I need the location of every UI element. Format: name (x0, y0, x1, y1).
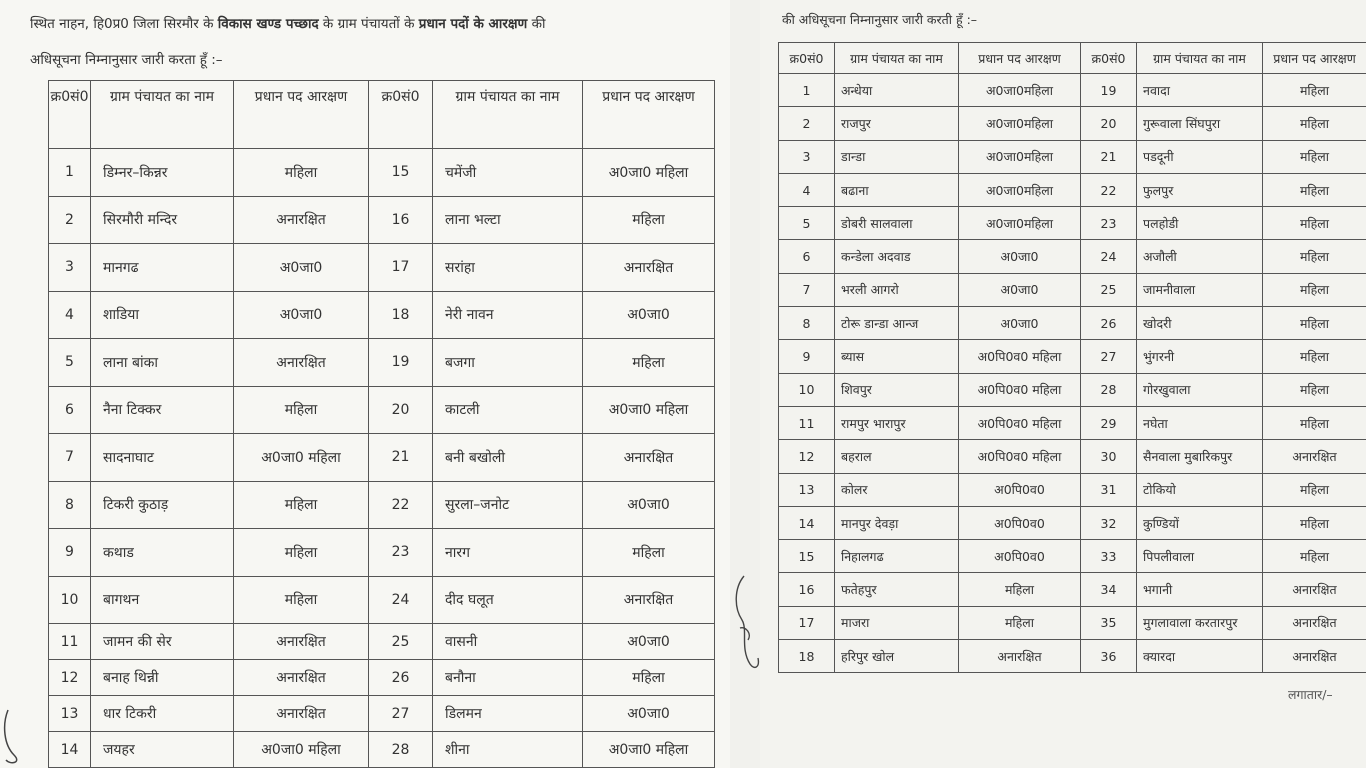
reservation-cell: अ0जा0 (583, 481, 715, 529)
table-row (779, 207, 1366, 240)
column-header: ग्राम पंचायत का नाम (433, 81, 583, 149)
panchayat-name-cell: राजपुर (835, 107, 959, 140)
panchayat-name-cell: टोरू डान्डा आन्ज (835, 307, 959, 340)
serial-cell: 10 (49, 576, 91, 624)
column-header: प्रधान पद आरक्षण (959, 43, 1081, 74)
table-row (49, 434, 715, 482)
panchayat-name-cell: मानपुर देवड़ा (835, 506, 959, 539)
table-row (49, 339, 715, 387)
serial-cell: 16 (779, 573, 835, 606)
panchayat-name-cell: बढाना (835, 173, 959, 206)
serial-cell: 6 (779, 240, 835, 273)
panchayat-name-cell: डिम्नर–किन्नर (91, 149, 234, 197)
panchayat-name-cell: टोकियो (1137, 473, 1263, 506)
panchayat-name-cell: मुगलावाला करतारपुर (1137, 606, 1263, 639)
serial-cell: 20 (369, 386, 433, 434)
table-row (49, 481, 715, 529)
serial-cell: 4 (779, 173, 835, 206)
serial-cell: 9 (49, 529, 91, 577)
reservation-cell: महिला (1263, 173, 1366, 206)
panchayat-name-cell: गोरखुवाला (1137, 373, 1263, 406)
panchayat-name-cell: टिकरी कुठाड़ (91, 481, 234, 529)
serial-cell: 26 (369, 660, 433, 696)
serial-cell: 25 (369, 624, 433, 660)
reservation-cell: अ0जा0 (234, 291, 369, 339)
serial-cell: 17 (369, 244, 433, 292)
serial-cell: 28 (369, 732, 433, 768)
continued-note: लगातार/– (1288, 687, 1333, 702)
panchayat-name-cell: क्यारदा (1137, 640, 1263, 673)
table-row (49, 660, 715, 696)
panchayat-name-cell: फुलपुर (1137, 173, 1263, 206)
table-row (779, 540, 1366, 573)
panchayat-name-cell: बनाह थिन्नी (91, 660, 234, 696)
serial-cell: 32 (1081, 506, 1137, 539)
serial-cell: 16 (369, 196, 433, 244)
column-header: प्रधान पद आरक्षण (583, 81, 715, 149)
reservation-cell: महिला (583, 660, 715, 696)
table-row (779, 506, 1366, 539)
column-header: प्रधान पद आरक्षण (1263, 43, 1366, 74)
serial-cell: 13 (49, 696, 91, 732)
reservation-cell: अनारक्षित (1263, 606, 1366, 639)
serial-cell: 10 (779, 373, 835, 406)
panchayat-name-cell: कन्डेला अदवाड (835, 240, 959, 273)
reservation-cell: अनारक्षित (1263, 440, 1366, 473)
table-row (779, 640, 1366, 673)
reservation-cell: अ0जा0महिला (959, 74, 1081, 107)
serial-cell: 20 (1081, 107, 1137, 140)
reservation-cell: महिला (234, 481, 369, 529)
table-row (779, 307, 1366, 340)
table-header-row (49, 81, 715, 149)
serial-cell: 4 (49, 291, 91, 339)
serial-cell: 30 (1081, 440, 1137, 473)
panchayat-name-cell: कोलर (835, 473, 959, 506)
column-header: क्र0सं0 (779, 43, 835, 74)
panchayat-name-cell: नैना टिक्कर (91, 386, 234, 434)
table-row (779, 573, 1366, 606)
column-header: क्र0सं0 (49, 81, 91, 149)
panchayat-name-cell: धार टिकरी (91, 696, 234, 732)
serial-cell: 31 (1081, 473, 1137, 506)
intro-text: स्थित नाहन, हि0प्र0 जिला सिरमौर के (30, 16, 218, 32)
intro-bold-post: प्रधान पदों के आरक्षण (418, 16, 528, 32)
reservation-cell: अनारक्षित (1263, 573, 1366, 606)
serial-cell: 7 (49, 434, 91, 482)
reservation-cell: महिला (1263, 506, 1366, 539)
column-header: ग्राम पंचायत का नाम (91, 81, 234, 149)
column-header: क्र0सं0 (369, 81, 433, 149)
table-row (49, 196, 715, 244)
reservation-cell: महिला (583, 339, 715, 387)
table-row (779, 74, 1366, 107)
serial-cell: 27 (1081, 340, 1137, 373)
left-reservation-table (48, 80, 715, 768)
reservation-cell: महिला (583, 529, 715, 577)
serial-cell: 23 (369, 529, 433, 577)
panchayat-name-cell: वासनी (433, 624, 583, 660)
reservation-cell: अ0जा0महिला (959, 173, 1081, 206)
panchayat-name-cell: भगानी (1137, 573, 1263, 606)
serial-cell: 17 (779, 606, 835, 639)
panchayat-name-cell: जामनीवाला (1137, 273, 1263, 306)
serial-cell: 13 (779, 473, 835, 506)
panchayat-name-cell: ब्यास (835, 340, 959, 373)
signature-mark-left (0, 705, 30, 768)
reservation-cell: महिला (1263, 107, 1366, 140)
serial-cell: 3 (779, 140, 835, 173)
panchayat-name-cell: बजगा (433, 339, 583, 387)
reservation-cell: अ0पि0व0 महिला (959, 340, 1081, 373)
reservation-cell: अ0पि0व0 (959, 506, 1081, 539)
reservation-cell: महिला (234, 576, 369, 624)
serial-cell: 23 (1081, 207, 1137, 240)
panchayat-name-cell: पलहोडी (1137, 207, 1263, 240)
reservation-cell: महिला (1263, 473, 1366, 506)
reservation-cell: महिला (234, 386, 369, 434)
reservation-cell: महिला (1263, 240, 1366, 273)
column-header: ग्राम पंचायत का नाम (835, 43, 959, 74)
serial-cell: 19 (369, 339, 433, 387)
serial-cell: 2 (49, 196, 91, 244)
reservation-cell: महिला (1263, 406, 1366, 439)
reservation-cell: अ0जा0 महिला (234, 732, 369, 768)
reservation-cell: महिला (1263, 373, 1366, 406)
table-row (49, 149, 715, 197)
table-row (49, 624, 715, 660)
reservation-cell: अ0जा0 (959, 307, 1081, 340)
reservation-cell: अनारक्षित (234, 196, 369, 244)
panchayat-name-cell: बागथन (91, 576, 234, 624)
table-row (779, 240, 1366, 273)
serial-cell: 1 (49, 149, 91, 197)
serial-cell: 25 (1081, 273, 1137, 306)
serial-cell: 6 (49, 386, 91, 434)
reservation-cell: अ0जा0 (583, 696, 715, 732)
serial-cell: 24 (1081, 240, 1137, 273)
table-row (779, 273, 1366, 306)
table-row (49, 529, 715, 577)
serial-cell: 11 (779, 406, 835, 439)
reservation-cell: अनारक्षित (1263, 640, 1366, 673)
reservation-cell: अनारक्षित (583, 576, 715, 624)
serial-cell: 3 (49, 244, 91, 292)
reservation-cell: अ0जा0 (583, 291, 715, 339)
serial-cell: 19 (1081, 74, 1137, 107)
table-row (779, 173, 1366, 206)
table-row (779, 373, 1366, 406)
reservation-cell: अनारक्षित (234, 660, 369, 696)
panchayat-name-cell: अन्धेया (835, 74, 959, 107)
table-row (49, 291, 715, 339)
reservation-cell: अ0पि0व0 (959, 540, 1081, 573)
serial-cell: 26 (1081, 307, 1137, 340)
serial-cell: 21 (369, 434, 433, 482)
panchayat-name-cell: चमेंजी (433, 149, 583, 197)
reservation-cell: महिला (959, 573, 1081, 606)
table-row (49, 696, 715, 732)
serial-cell: 34 (1081, 573, 1137, 606)
reservation-cell: अनारक्षित (583, 434, 715, 482)
reservation-cell: महिला (1263, 340, 1366, 373)
reservation-cell: अनारक्षित (959, 640, 1081, 673)
reservation-cell: महिला (1263, 273, 1366, 306)
panchayat-name-cell: भरली आगरो (835, 273, 959, 306)
panchayat-name-cell: दीद घलूत (433, 576, 583, 624)
reservation-cell: अ0जा0 (959, 240, 1081, 273)
reservation-cell: अ0जा0 महिला (234, 434, 369, 482)
panchayat-name-cell: नारग (433, 529, 583, 577)
table-header-row (779, 43, 1366, 74)
serial-cell: 24 (369, 576, 433, 624)
serial-cell: 21 (1081, 140, 1137, 173)
panchayat-name-cell: सरांहा (433, 244, 583, 292)
serial-cell: 12 (779, 440, 835, 473)
serial-cell: 15 (779, 540, 835, 573)
panchayat-name-cell: बनौना (433, 660, 583, 696)
serial-cell: 18 (369, 291, 433, 339)
panchayat-name-cell: पडदूनी (1137, 140, 1263, 173)
serial-cell: 27 (369, 696, 433, 732)
table-row (779, 440, 1366, 473)
reservation-cell: अ0जा0 महिला (583, 149, 715, 197)
serial-cell: 12 (49, 660, 91, 696)
panchayat-name-cell: मानगढ (91, 244, 234, 292)
reservation-cell: महिला (234, 149, 369, 197)
serial-cell: 15 (369, 149, 433, 197)
panchayat-name-cell: नवादा (1137, 74, 1263, 107)
serial-cell: 33 (1081, 540, 1137, 573)
table-row (779, 340, 1366, 373)
reservation-cell: अ0जा0महिला (959, 107, 1081, 140)
reservation-cell: अ0जा0महिला (959, 207, 1081, 240)
panchayat-name-cell: डोबरी सालवाला (835, 207, 959, 240)
table-row (49, 244, 715, 292)
serial-cell: 14 (779, 506, 835, 539)
reservation-cell: अ0जा0 महिला (583, 386, 715, 434)
table-row (779, 140, 1366, 173)
reservation-cell: अ0पि0व0 महिला (959, 373, 1081, 406)
reservation-cell: अ0जा0 (583, 624, 715, 660)
panchayat-name-cell: डिलमन (433, 696, 583, 732)
column-header: ग्राम पंचायत का नाम (1137, 43, 1263, 74)
panchayat-name-cell: माजरा (835, 606, 959, 639)
panchayat-name-cell: खोदरी (1137, 307, 1263, 340)
table-row (49, 386, 715, 434)
panchayat-name-cell: पिपलीवाला (1137, 540, 1263, 573)
reservation-cell: महिला (583, 196, 715, 244)
serial-cell: 22 (1081, 173, 1137, 206)
serial-cell: 35 (1081, 606, 1137, 639)
panchayat-name-cell: लाना भल्टा (433, 196, 583, 244)
intro-bold-block: विकास खण्ड पच्छाद (217, 16, 319, 32)
intro-text: के ग्राम पंचायतों के (318, 16, 419, 32)
reservation-cell: अ0जा0महिला (959, 140, 1081, 173)
panchayat-name-cell: शिवपुर (835, 373, 959, 406)
table-row (779, 606, 1366, 639)
panchayat-name-cell: अजौली (1137, 240, 1263, 273)
serial-cell: 8 (49, 481, 91, 529)
serial-cell: 22 (369, 481, 433, 529)
panchayat-name-cell: सैनवाला मुबारिकपुर (1137, 440, 1263, 473)
table-row (49, 732, 715, 768)
panchayat-name-cell: शीना (433, 732, 583, 768)
panchayat-name-cell: डान्डा (835, 140, 959, 173)
reservation-cell: महिला (1263, 307, 1366, 340)
serial-cell: 28 (1081, 373, 1137, 406)
table-row (49, 576, 715, 624)
serial-cell: 14 (49, 732, 91, 768)
left-intro-line-1 (30, 14, 545, 34)
reservation-cell: अ0पि0व0 महिला (959, 440, 1081, 473)
serial-cell: 18 (779, 640, 835, 673)
right-reservation-table (778, 42, 1366, 673)
panchayat-name-cell: फतेहपुर (835, 573, 959, 606)
reservation-cell: महिला (1263, 140, 1366, 173)
panchayat-name-cell: काटली (433, 386, 583, 434)
signature (730, 568, 766, 678)
panchayat-name-cell: जामन की सेर (91, 624, 234, 660)
reservation-cell: अनारक्षित (234, 339, 369, 387)
panchayat-name-cell: नघेता (1137, 406, 1263, 439)
serial-cell: 29 (1081, 406, 1137, 439)
table-row (779, 473, 1366, 506)
column-header: क्र0सं0 (1081, 43, 1137, 74)
panchayat-name-cell: नेरी नावन (433, 291, 583, 339)
reservation-cell: महिला (959, 606, 1081, 639)
panchayat-name-cell: सादनाघाट (91, 434, 234, 482)
serial-cell: 8 (779, 307, 835, 340)
reservation-cell: अ0पि0व0 महिला (959, 406, 1081, 439)
table-row (779, 406, 1366, 439)
panchayat-name-cell: लाना बांका (91, 339, 234, 387)
reservation-cell: महिला (1263, 74, 1366, 107)
serial-cell: 7 (779, 273, 835, 306)
reservation-cell: अनारक्षित (234, 624, 369, 660)
reservation-cell: अ0जा0 (234, 244, 369, 292)
serial-cell: 36 (1081, 640, 1137, 673)
panchayat-name-cell: बनी बखोली (433, 434, 583, 482)
reservation-cell: अ0पि0व0 (959, 473, 1081, 506)
reservation-cell: अनारक्षित (583, 244, 715, 292)
serial-cell: 1 (779, 74, 835, 107)
reservation-cell: महिला (1263, 207, 1366, 240)
serial-cell: 11 (49, 624, 91, 660)
serial-cell: 9 (779, 340, 835, 373)
panchayat-name-cell: रामपुर भारापुर (835, 406, 959, 439)
panchayat-name-cell: निहालगढ (835, 540, 959, 573)
intro-text: की (527, 16, 546, 32)
table-row (779, 107, 1366, 140)
panchayat-name-cell: गुरूवाला सिंघपुरा (1137, 107, 1263, 140)
serial-cell: 5 (49, 339, 91, 387)
panchayat-name-cell: भुंगरनी (1137, 340, 1263, 373)
reservation-cell: अ0जा0 (959, 273, 1081, 306)
serial-cell: 5 (779, 207, 835, 240)
column-header: प्रधान पद आरक्षण (234, 81, 369, 149)
reservation-cell: महिला (234, 529, 369, 577)
panchayat-name-cell: कथाड (91, 529, 234, 577)
right-intro-line: की अधिसूचना निम्नानुसार जारी करती हूँ :– (782, 12, 978, 27)
panchayat-name-cell: हरिपुर खोल (835, 640, 959, 673)
panchayat-name-cell: सुरला–जनोट (433, 481, 583, 529)
panchayat-name-cell: जयहर (91, 732, 234, 768)
panchayat-name-cell: कुण्डियों (1137, 506, 1263, 539)
serial-cell: 2 (779, 107, 835, 140)
panchayat-name-cell: सिरमौरी मन्दिर (91, 196, 234, 244)
panchayat-name-cell: शाडिया (91, 291, 234, 339)
panchayat-name-cell: बहराल (835, 440, 959, 473)
left-intro-line-2: अधिसूचना निम्नानुसार जारी करता हूँ :– (30, 52, 223, 68)
reservation-cell: अनारक्षित (234, 696, 369, 732)
reservation-cell: अ0जा0 महिला (583, 732, 715, 768)
reservation-cell: महिला (1263, 540, 1366, 573)
